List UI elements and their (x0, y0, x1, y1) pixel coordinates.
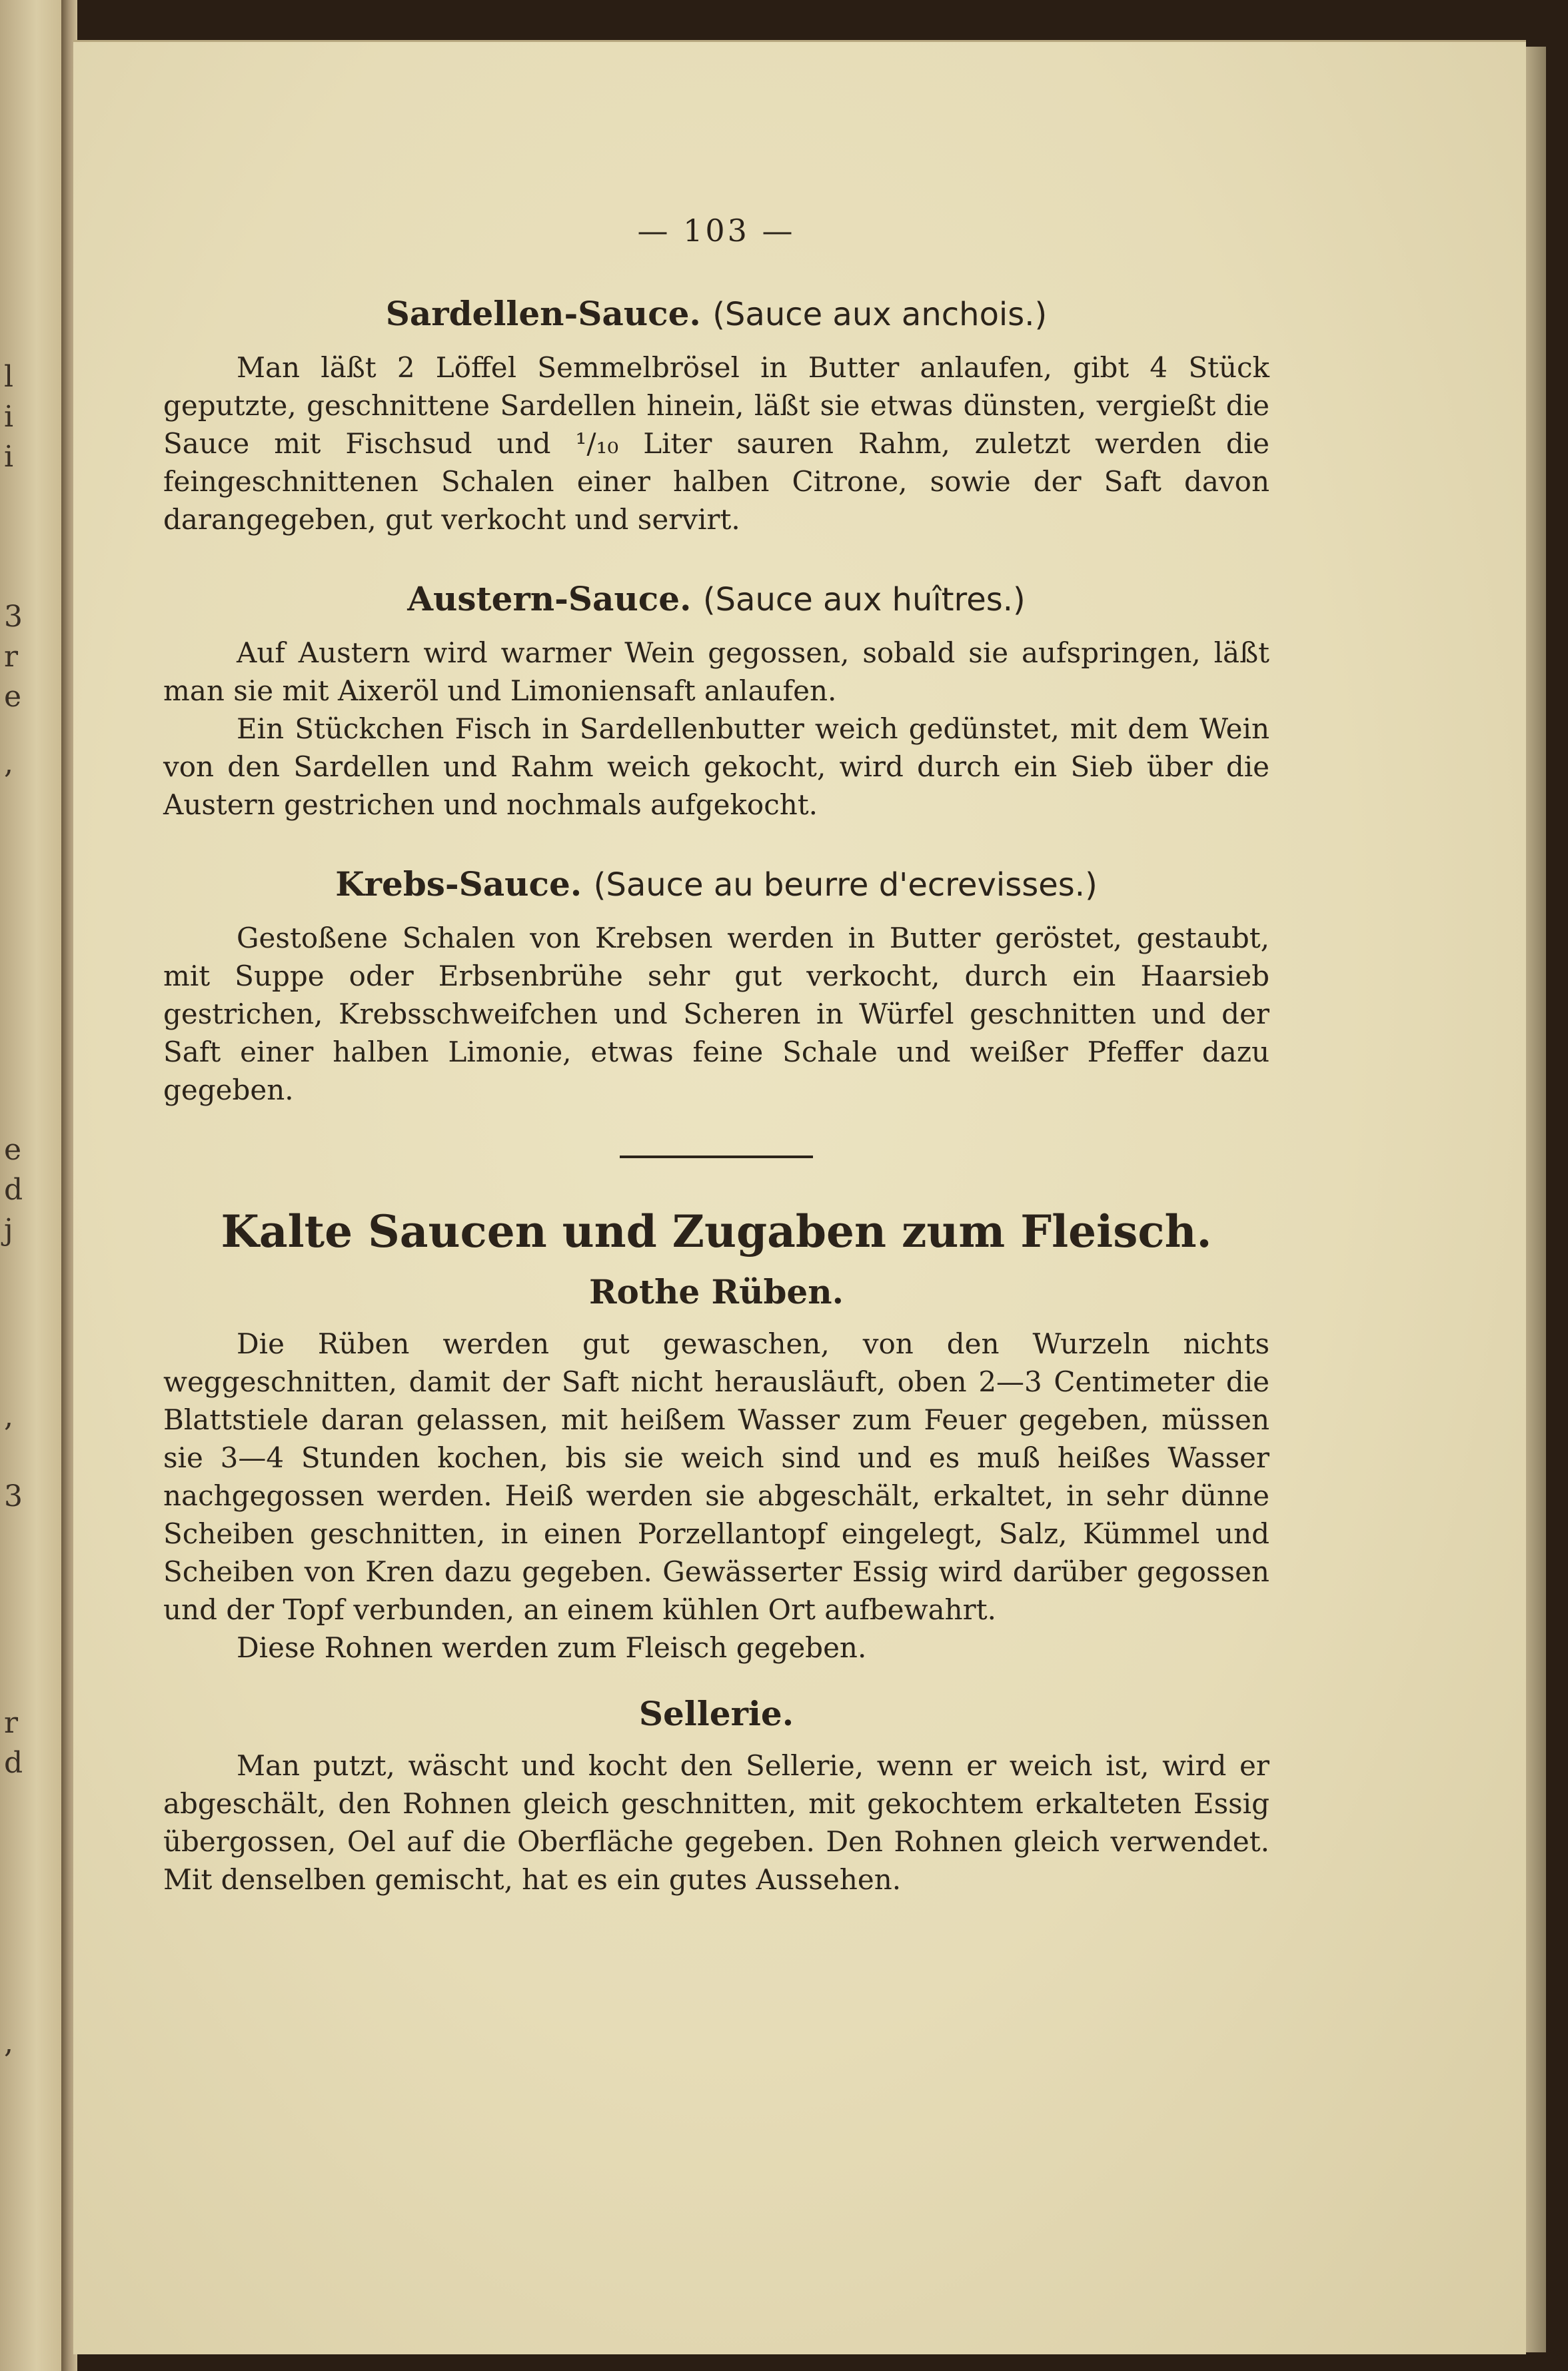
margin-char: l (4, 360, 14, 394)
margin-char: , (4, 746, 13, 780)
margin-char: j (4, 1213, 13, 1247)
page-content (163, 213, 1269, 1899)
margin-char: e (4, 680, 22, 714)
recipe-heading (163, 864, 1269, 906)
recipe-french-title: (Sauce au beurre d'ecrevisses.) (593, 866, 1098, 904)
margin-char: 3 (4, 1479, 23, 1513)
recipe-heading (163, 578, 1269, 620)
margin-char: r (4, 1706, 19, 1740)
recipe-title: Austern-Sauce. (407, 579, 692, 618)
margin-char: e (4, 1133, 22, 1167)
recipe-paragraph: Gestoßene Schalen von Krebsen werden in Butter geröstet, gestaubt, mit Suppe oder Erbsenbrühe sehr gut verkocht, durch ein Haarsieb gestrichen, Krebsschweifchen und Scheren in Würfel geschnitten und der Saft einer halben Limonie, etwas feine Schale und weißer Pfeffer dazu gegeben. (163, 922, 1269, 1106)
chapter-title: Kalte Saucen und Zugaben zum Fleisch. (221, 1205, 1212, 1257)
recipe-paragraph: Man läßt 2 Löffel Semmelbrösel in Butter anlaufen, gibt 4 Stück geputzte, geschnittene Sardellen hinein, läßt sie etwas dünsten, vergießt die Sauce mit Fischsud und ¹/₁₀ Liter sauren Rahm, zuletzt werden die feingeschnittenen Schalen einer halben Citrone, sowie der Saft davon darangegeben, gut verkocht und servirt. (163, 351, 1269, 536)
margin-char: d (4, 1746, 23, 1780)
margin-char: i (4, 440, 14, 474)
margin-char: , (4, 1399, 13, 1433)
recipe-heading (163, 293, 1269, 335)
recipe-french-title: (Sauce aux anchois.) (712, 296, 1048, 333)
recipe-paragraph: Auf Austern wird warmer Wein gegossen, sobald sie aufspringen, läßt man sie mit Aixeröl und Limoniensaft anlaufen. (163, 636, 1269, 707)
recipe-french-title: (Sauce aux huîtres.) (702, 581, 1026, 618)
margin-char: 3 (4, 600, 23, 634)
recipe-paragraph: Man putzt, wäscht und kocht den Sellerie, wenn er weich ist, wird er abgeschält, den Rohnen gleich geschnitten, mit gekochtem erkalteten Essig übergossen, Oel auf die Oberfläche gegeben. Den Rohnen gleich verwendet. Mit denselben gemischt, hat es ein gutes Aussehen. (163, 1749, 1269, 1896)
previous-page-sliver (0, 0, 67, 2371)
recipe-paragraph: Ein Stückchen Fisch in Sardellenbutter weich gedünstet, mit dem Wein von den Sardellen und Rahm weich gekocht, wird durch ein Sieb über die Austern gestrichen und nochmals aufgekocht. (163, 712, 1269, 821)
margin-char: i (4, 400, 14, 434)
margin-char: d (4, 1173, 23, 1207)
margin-char: r (4, 640, 19, 674)
recipe-title: Krebs-Sauce. (335, 864, 582, 904)
recipe-title: Sellerie. (638, 1694, 794, 1733)
recipe-title: Sardellen-Sauce. (385, 294, 701, 333)
recipe-paragraph: Diese Rohnen werden zum Fleisch gegeben. (237, 1631, 867, 1664)
recipe-paragraph: Die Rüben werden gut gewaschen, von den Wurzeln nichts weggeschnitten, damit der Saft nicht herausläuft, oben 2—3 Centimeter die Blattstiele daran gelassen, mit heißem Wasser zum Feuer gegeben, müssen sie 3—4 Stunden kochen, bis sie weich sind und es muß heißes Wasser nachgegossen werden. Heiß werden sie abgeschält, erkaltet, in sehr dünne Scheiben geschnitten, in einen Porzellantopf eingelegt, Salz, Kümmel und Scheiben von Kren dazu gegeben. Gewässerter Essig wird darüber gegossen und der Topf verbunden, an einem kühlen Ort aufbewahrt. (163, 1327, 1269, 1626)
previous-page-margin-text (1, 0, 28, 2371)
page-number: — 103 — (637, 213, 796, 249)
recipe-title: Rothe Rüben. (588, 1272, 844, 1311)
margin-char: , (4, 2026, 13, 2060)
